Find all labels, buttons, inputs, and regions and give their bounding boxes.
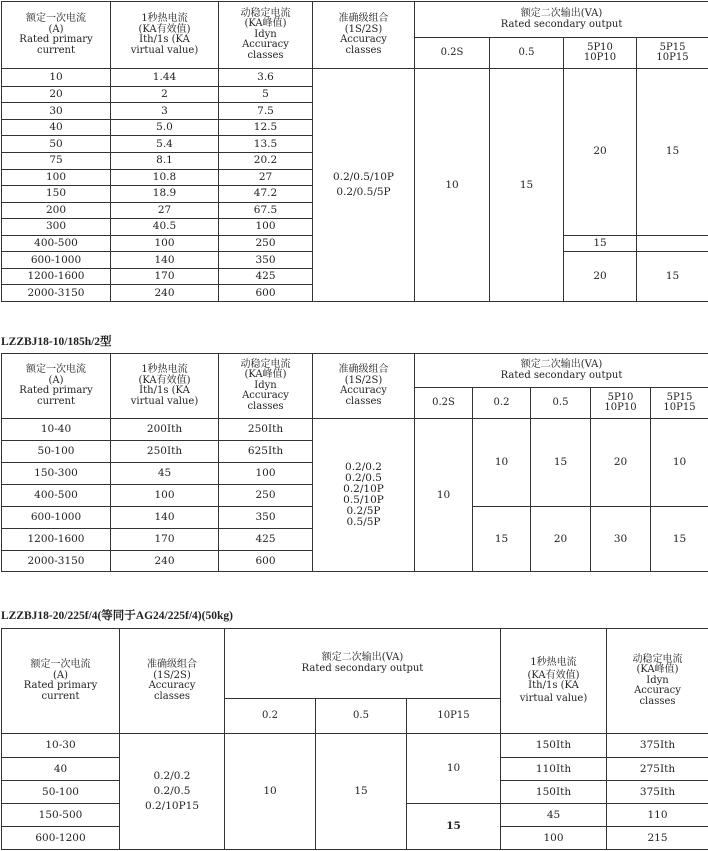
thermal-current-cell: 240 [111,551,219,572]
table-2 [1,353,708,572]
primary-current-cell: 400-500 [2,485,111,507]
primary-current-cell: 400-500 [2,235,111,252]
dynamic-current-cell: 350 [219,252,313,269]
sub-header-5p10: 5P10 10P10 [591,388,651,419]
sub-header-0.5: 0.5 [490,38,564,69]
thermal-current-cell: 10.8 [111,169,219,186]
dynamic-current-cell: 100 [219,463,313,485]
primary-current-cell: 600-1200 [2,827,120,850]
dynamic-current-cell: 375Ith [607,734,708,758]
output-0.2-cell: 10 [225,734,316,850]
thermal-current-cell: 100 [111,235,219,252]
output-5p15-top: 10 [651,419,708,507]
primary-current-cell: 10-40 [2,419,111,441]
dynamic-current-cell: 425 [219,529,313,551]
thermal-current-cell: 45 [501,804,607,827]
header-thermal-current: 1秒热电流 (KA有效值) Ith/1s (KA virtual value) [111,2,219,69]
primary-current-cell: 200 [2,202,111,219]
dynamic-current-cell: 600 [219,285,313,302]
accuracy-value-cell: 0.2/0.2 0.2/0.5 0.2/10P 0.5/10P 0.2/5P 0.5/5P [313,419,415,572]
thermal-current-cell: 240 [111,285,219,302]
section-title-lzzbj18-20: LZZBJ18-20/225f/4(等同于AG24/225f/4)(50kg) [1,610,233,622]
output-10p15-top: 10 [407,734,501,804]
accuracy-value-cell: 0.2/0.2 0.2/0.5 0.2/10P15 [120,734,225,850]
primary-current-cell: 20 [2,86,111,103]
sub-header-5p15: 5P15 10P15 [651,388,708,419]
header-thermal-current: 1秒热电流 (KA有效值) Ith/1s (KA virtual value) [111,354,219,419]
dynamic-current-cell: 600 [219,551,313,572]
header-primary-current: 额定一次电流 (A) Rated primary current [2,2,111,69]
dynamic-current-cell: 27 [219,169,313,186]
dynamic-current-cell: 375Ith [607,781,708,804]
output-5p10-top: 20 [591,419,651,507]
thermal-current-cell: 100 [111,485,219,507]
sub-header-0.5: 0.5 [316,699,407,734]
thermal-current-cell: 3 [111,103,219,120]
header-dynamic-current: 动稳定电流 (KA峰值) Idyn Accuracy classes [219,2,313,69]
sub-header-10p15: 10P15 [407,699,501,734]
output-0.5-cell: 15 [490,69,564,302]
table-1 [1,1,708,302]
thermal-current-cell: 170 [111,268,219,285]
header-dynamic-current: 动稳定电流 (KA峰值) Idyn Accuracy classes [607,629,708,734]
primary-current-cell: 1200-1600 [2,268,111,285]
dynamic-current-cell: 625Ith [219,441,313,463]
thermal-current-cell: 150Ith [501,734,607,758]
primary-current-cell: 50-100 [2,781,120,804]
dynamic-current-cell: 47.2 [219,186,313,203]
dynamic-current-cell: 110 [607,804,708,827]
output-5p10-group2: 15 [564,235,637,252]
thermal-current-cell: 40.5 [111,219,219,236]
sub-header-5p10: 5P10 10P10 [564,38,637,69]
primary-current-cell: 300 [2,219,111,236]
primary-current-cell: 600-1000 [2,252,111,269]
dynamic-current-cell: 275Ith [607,758,708,781]
accuracy-value-cell: 0.2/0.5/10P 0.2/0.5/5P [313,69,415,302]
sub-header-0.5: 0.5 [531,388,591,419]
dynamic-current-cell: 7.5 [219,103,313,120]
output-0.5-top: 15 [531,419,591,507]
primary-current-cell: 10-30 [2,734,120,758]
thermal-current-cell: 140 [111,252,219,269]
primary-current-cell: 150-300 [2,463,111,485]
sub-header-0.2s: 0.2S [415,388,473,419]
thermal-current-cell: 5.4 [111,136,219,153]
thermal-current-cell: 45 [111,463,219,485]
primary-current-cell: 2000-3150 [2,285,111,302]
primary-current-cell: 30 [2,103,111,120]
primary-current-cell: 40 [2,758,120,781]
primary-current-cell: 1200-1600 [2,529,111,551]
header-accuracy-classes: 准确级组合 (1S/2S) Accuracy classes [120,629,225,734]
output-5p10-group1: 20 [564,69,637,236]
thermal-current-cell: 150Ith [501,781,607,804]
primary-current-cell: 100 [2,169,111,186]
header-secondary-output: 额定二次输出(VA) Rated secondary output [415,2,708,38]
primary-current-cell: 75 [2,153,111,170]
header-secondary-output: 额定二次输出(VA) Rated secondary output [225,629,501,699]
output-5p10-bottom: 30 [591,507,651,572]
dynamic-current-cell: 100 [219,219,313,236]
thermal-current-cell: 200Ith [111,419,219,441]
thermal-current-cell: 100 [501,827,607,850]
sub-header-0.2s: 0.2S [415,38,490,69]
dynamic-current-cell: 13.5 [219,136,313,153]
output-5p15-group1: 15 [637,69,708,236]
primary-current-cell: 2000-3150 [2,551,111,572]
thermal-current-cell: 140 [111,507,219,529]
dynamic-current-cell: 67.5 [219,202,313,219]
thermal-current-cell: 1.44 [111,69,219,87]
primary-current-cell: 50 [2,136,111,153]
output-0.2-top: 10 [473,419,531,507]
output-5p15-group2 [637,235,708,252]
thermal-current-cell: 170 [111,529,219,551]
primary-current-cell: 600-1000 [2,507,111,529]
dynamic-current-cell: 215 [607,827,708,850]
output-5p15-bottom: 15 [651,507,708,572]
thermal-current-cell: 18.9 [111,186,219,203]
primary-current-cell: 40 [2,119,111,136]
thermal-current-cell: 250Ith [111,441,219,463]
dynamic-current-cell: 250Ith [219,419,313,441]
header-thermal-current: 1秒热电流 (KA有效值) Ith/1s (KA virtual value) [501,629,607,734]
output-5p10-group3: 20 [564,252,637,302]
dynamic-current-cell: 5 [219,86,313,103]
header-accuracy-classes: 准确级组合 (1S/2S) Accuracy classes [313,2,415,69]
output-5p15-group3: 15 [637,252,708,302]
output-0.2s-cell: 10 [415,419,473,572]
section-title-lzzbj18-10: LZZBJ18-10/185h/2型 [1,336,112,348]
header-dynamic-current: 动稳定电流 (KA峰值) Idyn Accuracy classes [219,354,313,419]
dynamic-current-cell: 250 [219,485,313,507]
dynamic-current-cell: 425 [219,268,313,285]
dynamic-current-cell: 250 [219,235,313,252]
primary-current-cell: 50-100 [2,441,111,463]
primary-current-cell: 150 [2,186,111,203]
dynamic-current-cell: 20.2 [219,153,313,170]
sub-header-0.2: 0.2 [473,388,531,419]
thermal-current-cell: 2 [111,86,219,103]
dynamic-current-cell: 12.5 [219,119,313,136]
dynamic-current-cell: 350 [219,507,313,529]
header-primary-current: 额定一次电流 (A) Rated primary current [2,629,120,734]
dynamic-current-cell: 3.6 [219,69,313,87]
thermal-current-cell: 5.0 [111,119,219,136]
thermal-current-cell: 110Ith [501,758,607,781]
output-0.5-bottom: 20 [531,507,591,572]
header-secondary-output: 额定二次输出(VA) Rated secondary output [415,354,708,388]
primary-current-cell: 10 [2,69,111,87]
header-primary-current: 额定一次电流 (A) Rated primary current [2,354,111,419]
output-0.2s-cell: 10 [415,69,490,302]
output-0.5-cell: 15 [316,734,407,850]
header-accuracy-classes: 准确级组合 (1S/2S) Accuracy classes [313,354,415,419]
thermal-current-cell: 8.1 [111,153,219,170]
sub-header-0.2: 0.2 [225,699,316,734]
thermal-current-cell: 27 [111,202,219,219]
primary-current-cell: 150-500 [2,804,120,827]
output-10p15-bottom: 15 [407,804,501,850]
output-0.2-bottom: 15 [473,507,531,572]
sub-header-5p15: 5P15 10P15 [637,38,708,69]
table-3 [1,628,708,850]
